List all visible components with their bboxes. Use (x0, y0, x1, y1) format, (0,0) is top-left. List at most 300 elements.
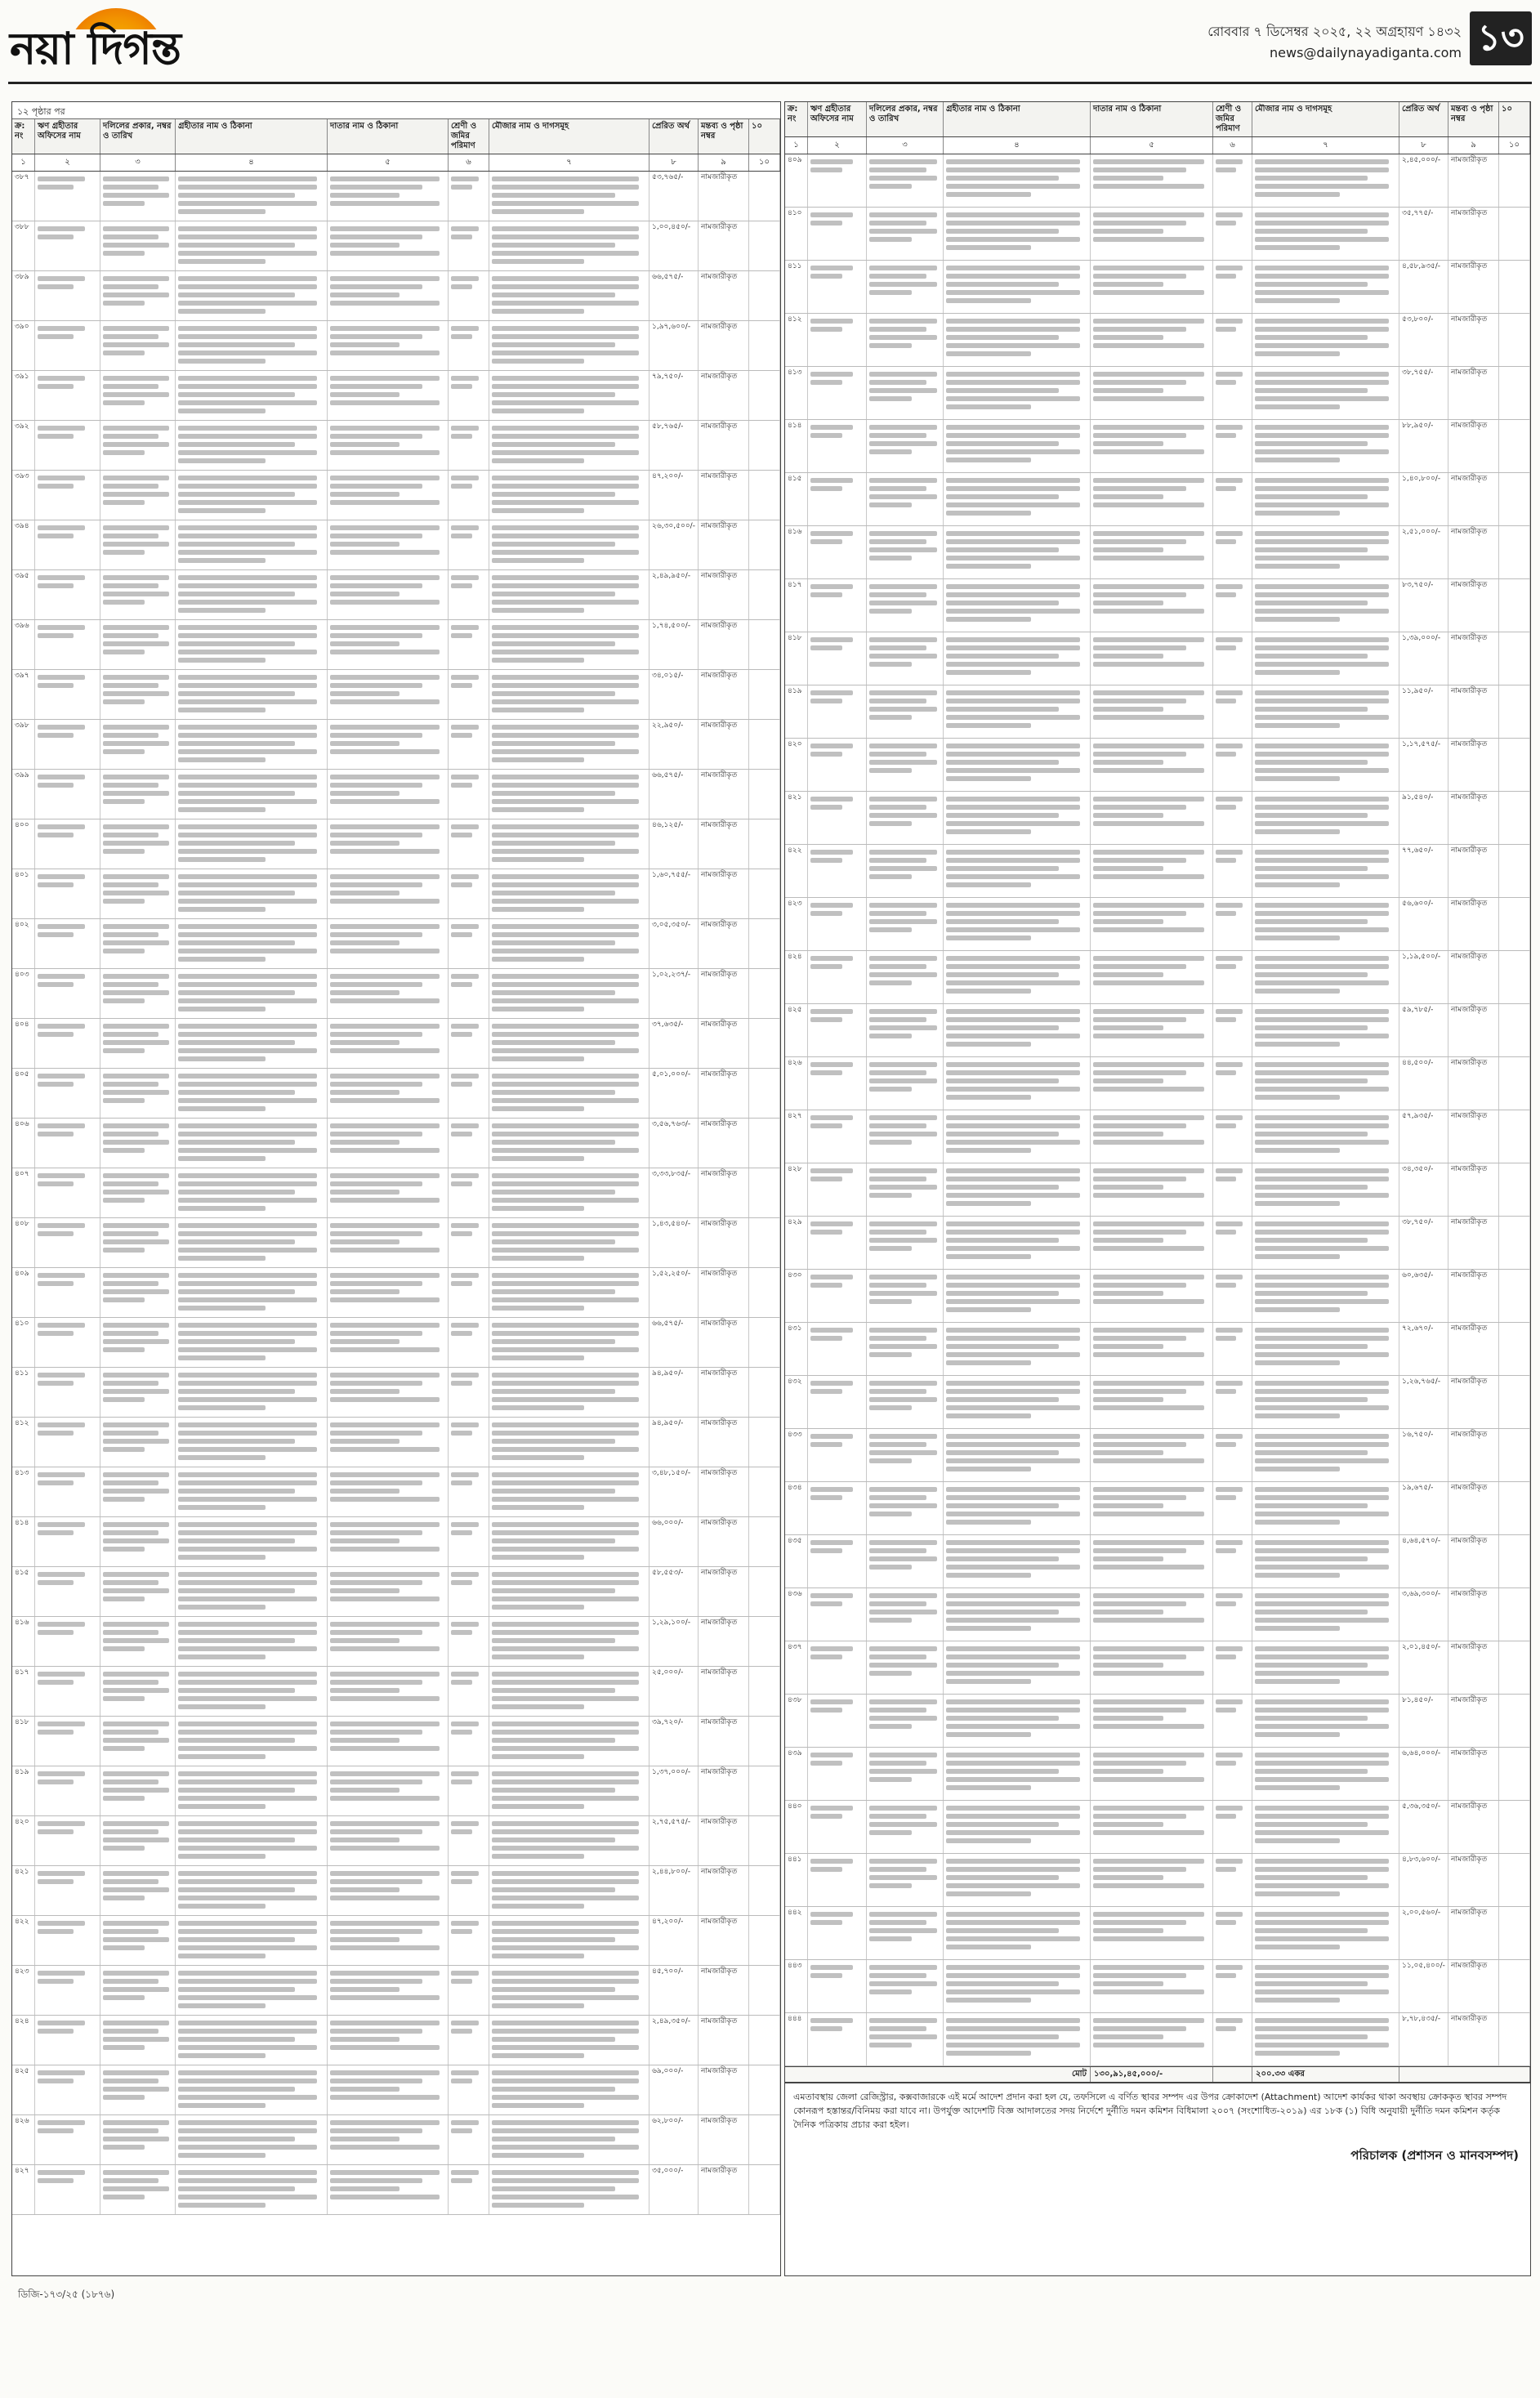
row-mouza (1252, 1588, 1399, 1641)
text-line (810, 531, 853, 536)
row-donor (1091, 1110, 1213, 1163)
header-cell: প্রেরিত অর্থ (1399, 102, 1448, 136)
text-line (810, 744, 853, 748)
row-recipient (944, 420, 1091, 472)
text-line (946, 1618, 1080, 1623)
row-mouza (1252, 1641, 1399, 1694)
text-line (330, 1788, 400, 1793)
text-line (1093, 343, 1204, 348)
text-line (330, 1273, 440, 1278)
text-line (946, 372, 1080, 377)
row-blank (749, 1667, 780, 1716)
row-deed (867, 1695, 944, 1747)
text-line (38, 2178, 74, 2183)
text-line (330, 882, 422, 887)
row-mouza (489, 1368, 649, 1417)
text-line (946, 882, 1031, 887)
text-line (103, 833, 158, 837)
text-line (869, 1177, 926, 1181)
text-line (330, 2021, 440, 2025)
text-line (1255, 1148, 1340, 1153)
row-blank (1499, 208, 1530, 260)
text-line (1216, 964, 1236, 969)
table-row (12, 1418, 780, 1467)
row-office (35, 2115, 100, 2164)
row-remark: নামজারীকৃত (699, 720, 749, 769)
text-line (178, 949, 317, 953)
table-row (12, 172, 780, 221)
text-line (492, 1838, 615, 1842)
text-line (1255, 425, 1389, 430)
row-recipient (944, 1004, 1091, 1056)
text-line (451, 1173, 479, 1178)
row-deed (867, 261, 944, 313)
table-row (12, 2016, 780, 2065)
text-line (103, 185, 158, 190)
text-line (330, 1738, 400, 1743)
row-remark: নামজারীকৃত (1448, 579, 1499, 632)
row-mouza (489, 1467, 649, 1516)
text-line (810, 690, 853, 695)
row-land-class (449, 620, 489, 669)
text-line (1255, 829, 1340, 834)
row-deed (100, 1019, 176, 1068)
row-office (35, 1966, 100, 2015)
row-recipient (176, 1069, 328, 1118)
row-deed (100, 919, 176, 968)
table-row (12, 1119, 780, 1168)
header-number: ৫ (328, 154, 449, 171)
row-remark: নামজারীকৃত (699, 1418, 749, 1467)
text-line (946, 715, 1080, 720)
text-line (869, 1283, 926, 1288)
text-line (103, 683, 158, 688)
text-line (946, 221, 1080, 226)
row-amount: ১১,০৫,৪০০/- (1399, 1960, 1448, 2012)
text-line (451, 426, 479, 431)
row-land-class (1213, 1695, 1252, 1747)
text-line (492, 2037, 615, 2042)
row-land-class (449, 2016, 489, 2065)
text-line (178, 1630, 317, 1635)
text-line (1093, 1078, 1163, 1083)
text-line (1255, 1009, 1389, 1014)
text-line (810, 1806, 853, 1811)
text-line (1216, 1221, 1243, 1226)
text-line (1093, 1344, 1163, 1349)
text-line (1216, 850, 1243, 855)
text-line (1216, 1009, 1243, 1014)
text-line (178, 500, 317, 505)
text-line (178, 1829, 317, 1834)
text-line (103, 525, 169, 530)
row-donor (328, 869, 449, 918)
text-line (946, 441, 1059, 446)
row-deed (100, 770, 176, 819)
text-line (103, 1821, 169, 1826)
header-number: ২ (808, 137, 867, 154)
text-line (1093, 2018, 1204, 2023)
row-remark: নামজারীকৃত (699, 1567, 749, 1616)
text-line (103, 990, 169, 995)
row-deed (867, 1588, 944, 1641)
text-line (869, 290, 912, 295)
text-line (1093, 972, 1163, 977)
text-line (1255, 723, 1340, 728)
text-line (492, 1082, 639, 1087)
row-deed (100, 1966, 176, 2015)
text-line (946, 874, 1080, 879)
text-line (492, 376, 639, 381)
text-line (38, 633, 74, 638)
text-line (869, 274, 926, 279)
text-line (103, 1289, 169, 1294)
row-mouza (1252, 1110, 1399, 1163)
row-land-class (449, 1218, 489, 1267)
text-line (1216, 478, 1243, 483)
text-line (451, 824, 479, 829)
row-deed (867, 420, 944, 472)
text-line (492, 658, 584, 663)
row-recipient (944, 792, 1091, 844)
row-recipient (176, 1866, 328, 1915)
text-line (178, 1945, 317, 1950)
text-line (1093, 1663, 1163, 1668)
header-cell: ঋণ গ্রহীতার অফিসের নাম (35, 119, 100, 154)
text-line (1216, 486, 1236, 491)
row-land-class (449, 172, 489, 221)
text-line (178, 1638, 295, 1643)
text-line (946, 911, 1080, 916)
text-line (1255, 1814, 1389, 1819)
text-line (38, 1132, 74, 1136)
text-line (330, 1572, 440, 1577)
row-land-class (449, 2065, 489, 2114)
text-line (178, 1156, 266, 1161)
row-serial: ৪২৬ (785, 1057, 808, 1110)
row-deed (867, 1323, 944, 1375)
text-line (103, 882, 158, 887)
text-line (1093, 1654, 1186, 1659)
text-line (1255, 1761, 1389, 1766)
text-line (869, 425, 937, 430)
row-deed (100, 471, 176, 520)
text-line (869, 1618, 912, 1623)
text-line (946, 2043, 1080, 2047)
row-office (35, 471, 100, 520)
text-line (1093, 760, 1163, 765)
text-line (946, 290, 1080, 295)
text-line (492, 699, 639, 704)
text-line (946, 319, 1080, 324)
text-line (103, 176, 169, 181)
text-line (946, 1610, 1059, 1614)
row-land-class (1213, 579, 1252, 632)
text-line (869, 1761, 926, 1766)
row-remark: নামজারীকৃত (699, 1717, 749, 1766)
row-blank (749, 1218, 780, 1267)
text-line (1255, 396, 1389, 401)
row-office (808, 526, 867, 578)
text-line (178, 1040, 295, 1045)
row-blank (749, 620, 780, 669)
text-line (330, 1148, 440, 1153)
text-line (1255, 1070, 1389, 1075)
row-amount: ১,৬০,৭৫৫/- (649, 869, 699, 918)
header-cell: দাতার নাম ও ঠিকানা (328, 119, 449, 154)
row-recipient (176, 1617, 328, 1666)
text-line (869, 1716, 937, 1721)
row-amount: ১,২৬,৭৬৫/- (1399, 1376, 1448, 1428)
text-line (492, 2021, 639, 2025)
text-line (38, 2170, 85, 2175)
row-blank (749, 969, 780, 1018)
row-amount: ৫৮,৫৫৩/- (649, 1567, 699, 1616)
text-line (869, 1928, 937, 1933)
row-serial: ৪১২ (785, 314, 808, 366)
text-line (1093, 964, 1186, 969)
row-office (35, 1467, 100, 1516)
row-remark: নামজারীকৃত (1448, 420, 1499, 472)
row-serial: ৪২৩ (785, 898, 808, 950)
row-serial: ৪১২ (12, 1418, 35, 1467)
row-serial: ৪৪২ (785, 1907, 808, 1959)
text-line (492, 458, 584, 463)
row-deed (100, 1567, 176, 1616)
text-line (1255, 1062, 1389, 1067)
text-line (492, 2070, 639, 2075)
row-recipient (176, 1667, 328, 1716)
text-line (946, 458, 1031, 462)
contact-email[interactable]: news@dailynayadiganta.com (1270, 45, 1462, 60)
text-line (810, 372, 853, 377)
text-line (1093, 919, 1163, 924)
row-office (35, 1816, 100, 1865)
text-line (1255, 229, 1368, 234)
row-amount: ৩,৫৬,৭৬৩/- (649, 1119, 699, 1168)
text-line (1255, 335, 1368, 340)
row-office (35, 1916, 100, 1965)
text-line (451, 1680, 472, 1685)
row-land-class (449, 1418, 489, 1467)
text-line (492, 1945, 639, 1950)
table-row (12, 819, 780, 869)
text-line (330, 924, 440, 929)
total-blank (1399, 2067, 1530, 2082)
text-line (178, 2021, 317, 2025)
text-line (1093, 1230, 1186, 1235)
text-line (1093, 425, 1204, 430)
row-remark: নামজারীকৃত (699, 919, 749, 968)
text-line (330, 201, 440, 206)
text-line (178, 1979, 317, 1984)
text-line (1255, 1822, 1368, 1827)
row-blank (749, 520, 780, 569)
text-line (946, 1724, 1080, 1729)
text-line (178, 608, 266, 613)
row-land-class (449, 271, 489, 320)
row-recipient (176, 1567, 328, 1616)
header-cell: ক্র: নং (12, 119, 35, 154)
text-line (103, 1929, 158, 1934)
text-line (1093, 1017, 1186, 1022)
text-line (330, 1538, 400, 1543)
text-line (1093, 1556, 1163, 1561)
text-line (492, 550, 639, 555)
text-line (103, 2021, 169, 2025)
text-line (103, 650, 145, 654)
header-number: ৭ (1252, 137, 1399, 154)
row-deed (100, 969, 176, 1018)
row-land-class (1213, 261, 1252, 313)
text-line (451, 525, 479, 530)
table-row (12, 371, 780, 421)
text-line (1255, 1785, 1340, 1790)
text-line (103, 741, 169, 746)
text-line (38, 1082, 74, 1087)
row-recipient (176, 371, 328, 420)
text-line (1255, 245, 1340, 250)
header-number: ৬ (449, 154, 489, 171)
text-line (38, 334, 74, 339)
text-line (103, 1347, 145, 1352)
row-land-class (449, 371, 489, 420)
text-line (1255, 1487, 1389, 1492)
row-blank (1499, 1907, 1530, 1959)
text-line (38, 1780, 74, 1784)
row-blank (749, 2065, 780, 2114)
text-line (946, 1708, 1080, 1713)
text-line (1255, 1025, 1368, 1030)
text-line (810, 1062, 853, 1067)
text-line (178, 1896, 317, 1900)
text-line (946, 1193, 1080, 1198)
text-line (1255, 1679, 1340, 1684)
text-line (492, 1132, 639, 1136)
row-remark: নামজারীকৃত (699, 271, 749, 320)
row-donor (1091, 473, 1213, 525)
text-line (1216, 2018, 1243, 2023)
text-line (1093, 1610, 1163, 1614)
text-line (946, 690, 1080, 695)
text-line (1255, 1275, 1389, 1279)
row-recipient (944, 2013, 1091, 2065)
row-remark: নামজারীকৃত (699, 770, 749, 819)
row-recipient (944, 1217, 1091, 1269)
row-donor (1091, 420, 1213, 472)
text-line (1216, 797, 1243, 802)
text-line (330, 2120, 440, 2125)
row-office (35, 1019, 100, 1068)
row-donor (1091, 1376, 1213, 1428)
row-serial: ৩৯০ (12, 321, 35, 370)
row-land-class (449, 720, 489, 769)
text-line (178, 891, 295, 895)
text-line (330, 1323, 440, 1328)
row-recipient (176, 221, 328, 270)
row-mouza (1252, 1535, 1399, 1588)
text-line (492, 675, 639, 680)
text-line (1255, 1503, 1368, 1508)
text-line (946, 1095, 1031, 1100)
row-recipient (944, 154, 1091, 207)
text-line (810, 1912, 853, 1917)
text-line (330, 1987, 400, 1992)
text-line (492, 226, 639, 231)
newspaper-logo[interactable] (10, 8, 255, 74)
row-deed (867, 1057, 944, 1110)
text-line (451, 185, 472, 190)
table-row (12, 1966, 780, 2016)
text-line (492, 1954, 584, 1958)
text-line (869, 1397, 937, 1402)
text-line (946, 829, 1031, 834)
row-deed (100, 819, 176, 869)
row-remark: নামজারীকৃত (1448, 473, 1499, 525)
row-mouza (1252, 792, 1399, 844)
text-line (451, 1622, 479, 1627)
text-line (1255, 1246, 1389, 1251)
text-line (1093, 1140, 1204, 1145)
text-line (492, 400, 639, 405)
text-line (1255, 866, 1368, 871)
text-line (492, 791, 615, 796)
text-line (1255, 1034, 1389, 1038)
text-line (492, 2045, 639, 2050)
text-line (178, 1239, 295, 1244)
table-row (785, 420, 1530, 473)
text-line (178, 1937, 295, 1942)
text-line (1255, 1095, 1340, 1100)
row-serial: ৩৯৪ (12, 520, 35, 569)
text-line (1216, 645, 1236, 650)
text-line (330, 600, 440, 605)
table-row (12, 720, 780, 770)
text-line (869, 1025, 937, 1030)
row-deed (867, 1801, 944, 1853)
text-line (451, 1181, 472, 1186)
text-line (451, 2120, 479, 2125)
header-number: ৩ (867, 137, 944, 154)
text-line (1255, 1381, 1389, 1386)
text-line (38, 2120, 85, 2125)
text-line (946, 335, 1059, 340)
text-line (946, 707, 1059, 712)
text-line (178, 833, 317, 837)
text-line (492, 276, 639, 281)
text-line (1216, 956, 1243, 961)
text-line (1093, 319, 1204, 324)
header-cell: মন্তব্য ও পৃষ্ঠা নম্বর (699, 119, 749, 154)
text-line (451, 733, 472, 738)
row-office (35, 172, 100, 221)
text-line (451, 1074, 479, 1078)
text-line (178, 1646, 317, 1651)
header-cell: ঋণ গ্রহীতার অফিসের নাম (808, 102, 867, 136)
text-line (178, 1588, 295, 1593)
text-line (1093, 1405, 1204, 1410)
row-serial: ৪১৫ (12, 1567, 35, 1616)
text-line (492, 2153, 584, 2158)
text-line (869, 1034, 912, 1038)
row-office (35, 1069, 100, 1118)
text-line (1255, 874, 1389, 879)
text-line (330, 1439, 400, 1444)
row-amount: ৪৬,১২৫/- (649, 819, 699, 869)
text-line (869, 858, 926, 863)
text-line (946, 1389, 1080, 1394)
row-amount: ২৬,৩০,৫০০/- (649, 520, 699, 569)
